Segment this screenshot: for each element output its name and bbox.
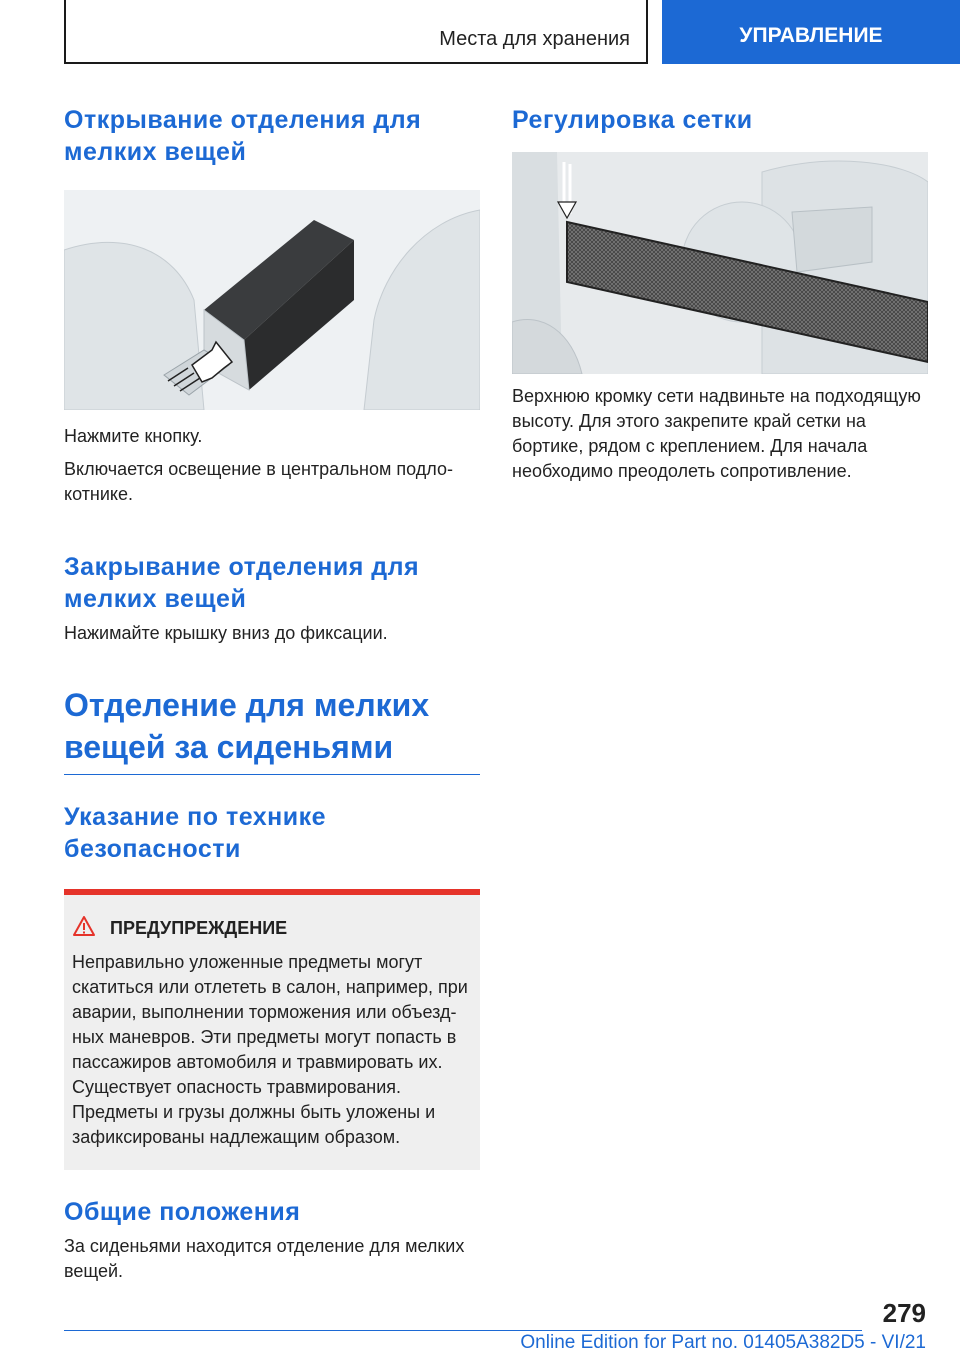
chapter-title-rear-compartment: Отделение для мелких вещей за сиденьями [64, 687, 430, 765]
warning-triangle-icon [72, 915, 96, 942]
footer-divider [64, 1330, 862, 1331]
net-illustration [512, 152, 928, 374]
right-column [512, 104, 928, 484]
section-title-net-adjust: Регулировка сетки [512, 106, 753, 134]
paragraph-light-on: Включается освещение в центральном подлокотнике. [64, 459, 453, 504]
chapter-divider [64, 774, 480, 775]
section-title-safety: Указание по технике безопасности [64, 803, 327, 863]
section-title-close-compartment: Закрывание отделения для мелких вещей [64, 553, 420, 613]
paragraph-press-lid: Нажимайте крышку вниз до фиксации. [64, 623, 388, 643]
paragraph-general: За сиденьями находится отделение для мелких вещей. [64, 1236, 465, 1281]
header-section-title: Места для хранения [439, 28, 630, 50]
armrest-drawing [64, 190, 480, 410]
warning-title: ПРЕДУПРЕЖДЕНИЕ [110, 918, 288, 938]
header-chapter-tab[interactable]: УПРАВЛЕНИЕ [662, 0, 960, 64]
warning-box [64, 889, 480, 1170]
page-number: 279 [882, 1298, 926, 1328]
warning-header [72, 915, 470, 942]
footer-edition: Online Edition for Part no. 01405A382D5 - VI/21 [520, 1332, 926, 1353]
net-drawing [512, 152, 928, 374]
section-title-open-compartment: Открывание отделения для мелких вещей [64, 106, 422, 166]
paragraph-press-button: Нажмите кнопку. [64, 426, 203, 446]
warning-text: Неправильно уложенные предметы могут скатиться или отлететь в салон, например, при аварии, выполнении торможения или объездных маневров. Эти предметы могут попасть в пассажиров автомобиля и травмировать их. Существует опасность травмирования. Предметы и грузы должны быть уложены и зафиксированы надлежащим образом. [72, 952, 468, 1147]
left-column [64, 104, 480, 1284]
armrest-illustration [64, 190, 480, 410]
paragraph-net-adjust: Верхнюю кромку сети надвиньте на подходящую высоту. Для этого закрепите край сетки на бортике, рядом с креплением. Для начала необходимо преодолеть сопротивление. [512, 386, 921, 481]
section-title-general: Общие положения [64, 1198, 301, 1226]
